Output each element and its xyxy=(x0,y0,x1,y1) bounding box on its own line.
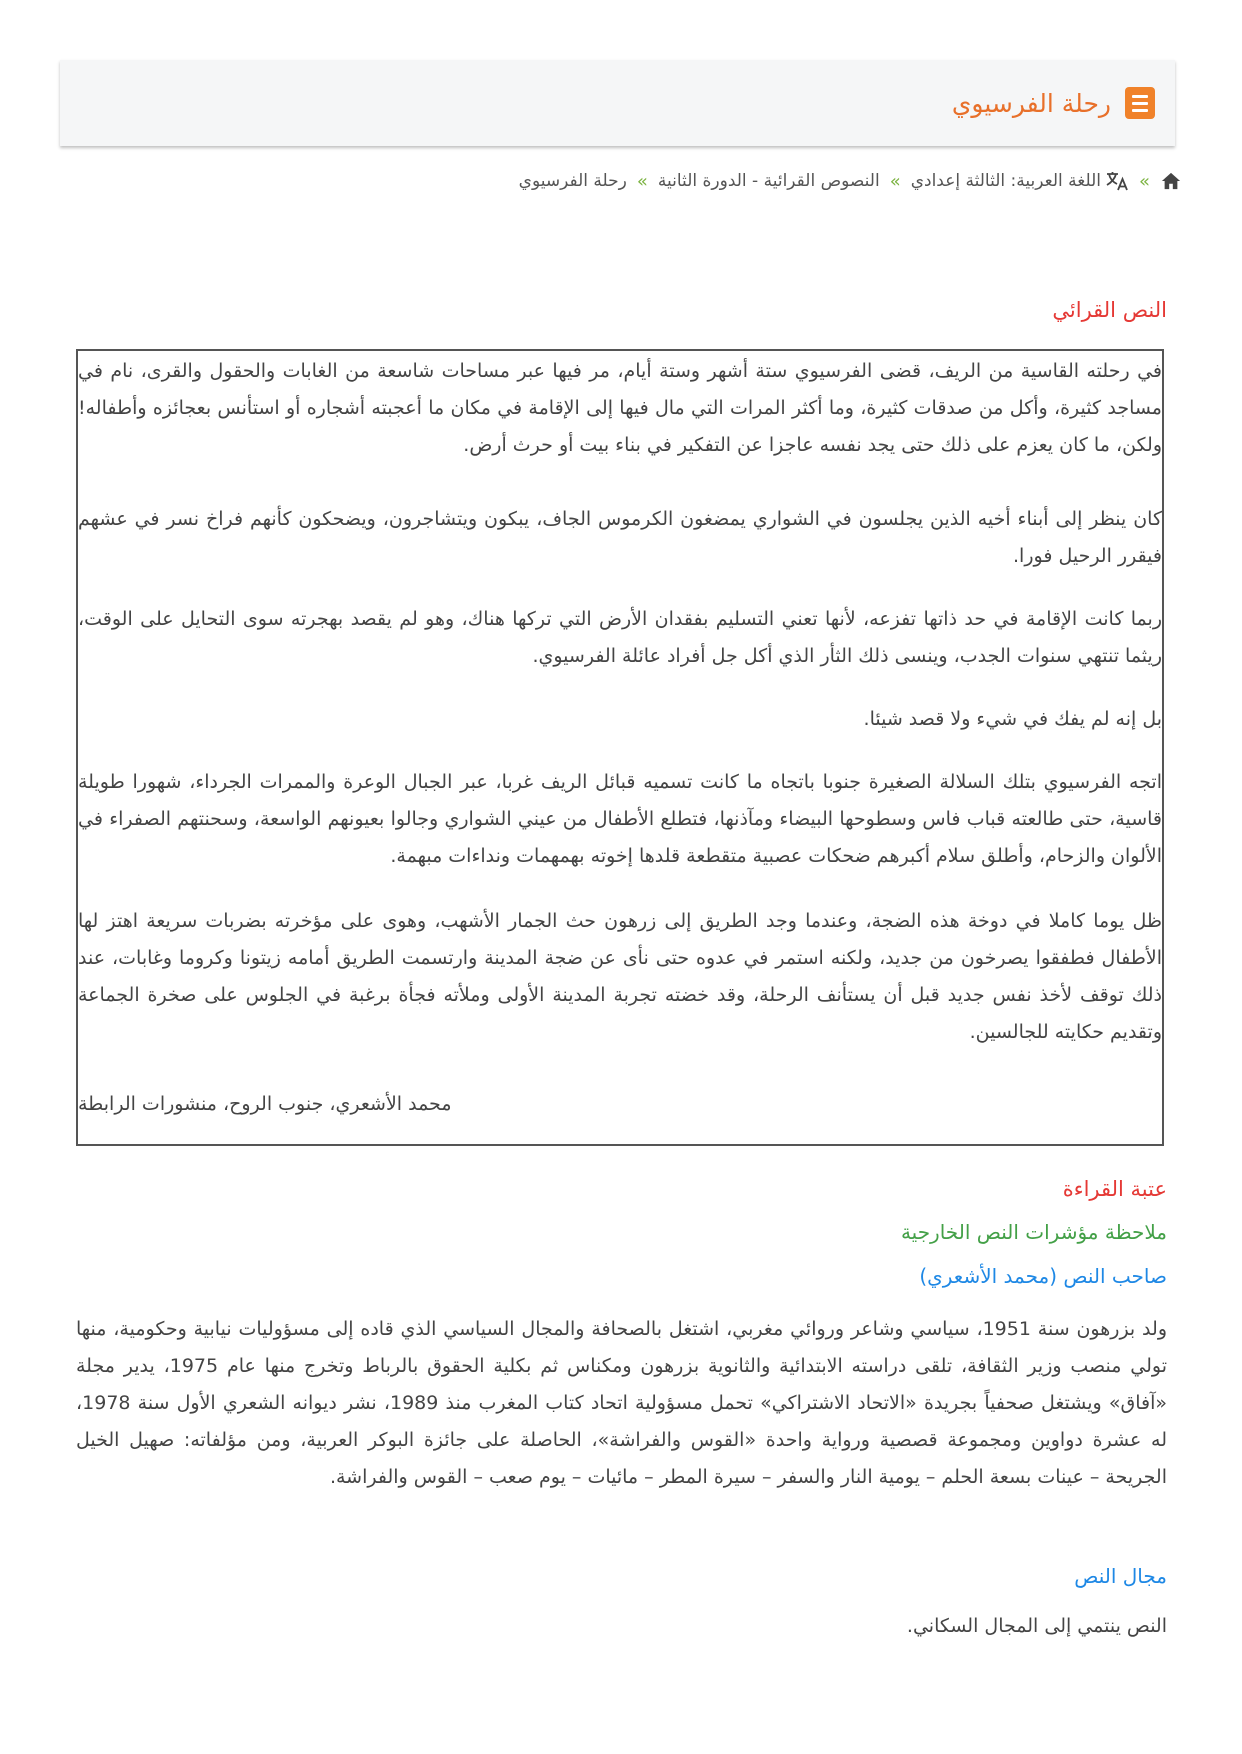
author-heading: صاحب النص (محمد الأشعري) xyxy=(919,1264,1167,1288)
author-bio: ولد بزرهون سنة 1951، سياسي وشاعر وروائي مغربي، اشتغل بالصحافة والمجال السياسي الذي قاده إلى مسؤوليات نيابية وحكومية، منها تولي منصب وزير الثقافة، تلقى دراسته الابتدائية والثانوية بزرهون ومكناس ثم بكلية الحقوق بالرباط وتخرج منها عام 1975، يدير مجلة «آفاق» ويشتغل صحفياً بجريدة «الاتحاد الاشتراكي» تحمل مسؤولية اتحاد كتاب المغرب منذ 1989، نشر ديوانه الشعري الأول سنة 1978، له عشرة دواوين ومجموعة قصصية ورواية واحدة «القوس والفراشة»، الحاصلة على جائزة البوكر العربية، ومن مؤلفاته: صهيل الخيل الجريحة – عينات بسعة الحلم – يومية النار والسفر – سيرة المطر – مائيات – يوم صعب – القوس والفراشة. xyxy=(76,1318,1167,1488)
paragraph-2: كان ينظر إلى أبناء أخيه الذين يجلسون في الشواري يمضغون الكرموس الجاف، يبكون ويتشاجرون، ويضحكون كأنهم فراخ نسر في عشهم فيقرر الرحيل فورا. xyxy=(78,508,1162,567)
breadcrumb-item-subject[interactable]: اللغة العربية: الثالثة إعدادي xyxy=(910,171,1101,191)
field-heading: مجال النص xyxy=(1074,1564,1167,1588)
threshold-heading: عتبة القراءة xyxy=(1062,1177,1167,1201)
home-icon[interactable] xyxy=(1160,171,1182,191)
document-icon xyxy=(1125,87,1155,119)
breadcrumb-item-current: رحلة الفرسيوي xyxy=(518,171,627,191)
reading-text-box xyxy=(76,349,1164,1146)
source-citation: محمد الأشعري، جنوب الروح، منشورات الرابطة xyxy=(78,1093,452,1115)
breadcrumb-separator: » xyxy=(636,170,648,192)
translate-icon xyxy=(1105,170,1129,192)
breadcrumb-item-section[interactable]: النصوص القرائية - الدورة الثانية xyxy=(657,171,880,191)
paragraph-3: ربما كانت الإقامة في حد ذاتها تفزعه، لأنها تعني التسليم بفقدان الأرض التي تركها هناك، وهو لم يقصد بهجرته سوى التحايل على الوقت، ريثما تنتهي سنوات الجدب، وينسى ذلك الثأر الذي أكل جل أفراد عائلة الفرسيوي. xyxy=(78,608,1162,667)
breadcrumb-separator: » xyxy=(889,170,901,192)
paragraph-6: ظل يوما كاملا في دوخة هذه الضجة، وعندما وجد الطريق إلى زرهون حث الجمار الأشهب، وهوى على مؤخرته بضربات سريعة اهتز لها الأطفال فطفقوا يصرخون من جديد، ولكنه استمر في عدوه حتى نأى عن ضجة المدينة وارتسمت الطريق أمامه زيتونا وكروما وغابات، عند ذلك توقف لأخذ نفس جديد قبل أن يستأنف الرحلة، وقد خضته تجربة المدينة الأولى وملأته فجأة برغبة في الجلوس على صخرة الجماعة وتقديم حكايته للجالسين. xyxy=(78,910,1162,1043)
page-header xyxy=(60,60,1175,146)
page-title: رحلة الفرسيوي xyxy=(951,88,1111,118)
field-text: النص ينتمي إلى المجال السكاني. xyxy=(906,1615,1167,1637)
paragraph-1: في رحلته القاسية من الريف، قضى الفرسيوي ستة أشهر وستة أيام، مر فيها عبر مساحات شاسعة من الغابات والحقول والقرى، نام في مساجد كثيرة، وأكل من صدقات كثيرة، وما أكثر المرات التي مال فيها إلى الإقامة في مكان ما أعجبته أشجاره أو استأنس بعجائزه وأطفاله! ولكن، ما كان يعزم على ذلك حتى يجد نفسه عاجزا عن التفكير في بناء بيت أو حرث أرض. xyxy=(78,360,1162,456)
threshold-subheading: ملاحظة مؤشرات النص الخارجية xyxy=(900,1220,1167,1244)
paragraph-5: اتجه الفرسيوي بتلك السلالة الصغيرة جنوبا باتجاه ما كانت تسميه قبائل الريف غربا، عبر الجبال الوعرة والممرات الجرداء، شهورا طويلة قاسية، حتى طالعته قباب فاس وسطوحها البيضاء ومآذنها، فتطلع الأطفال من عيني الشواري وجالوا بعيونهم الواسعة، وسحنتهم الصفراء في الألوان والزحام، وأطلق سلام أكبرهم ضحكات عصبية متقطعة قلدها إخوته بهمهمات ونداءات مبهمة. xyxy=(78,771,1162,867)
reading-text-heading: النص القرائي xyxy=(1052,298,1167,322)
paragraph-4: بل إنه لم يفك في شيء ولا قصد شيئا. xyxy=(863,708,1162,730)
breadcrumb-separator: » xyxy=(1138,170,1150,192)
breadcrumb xyxy=(519,166,1182,196)
